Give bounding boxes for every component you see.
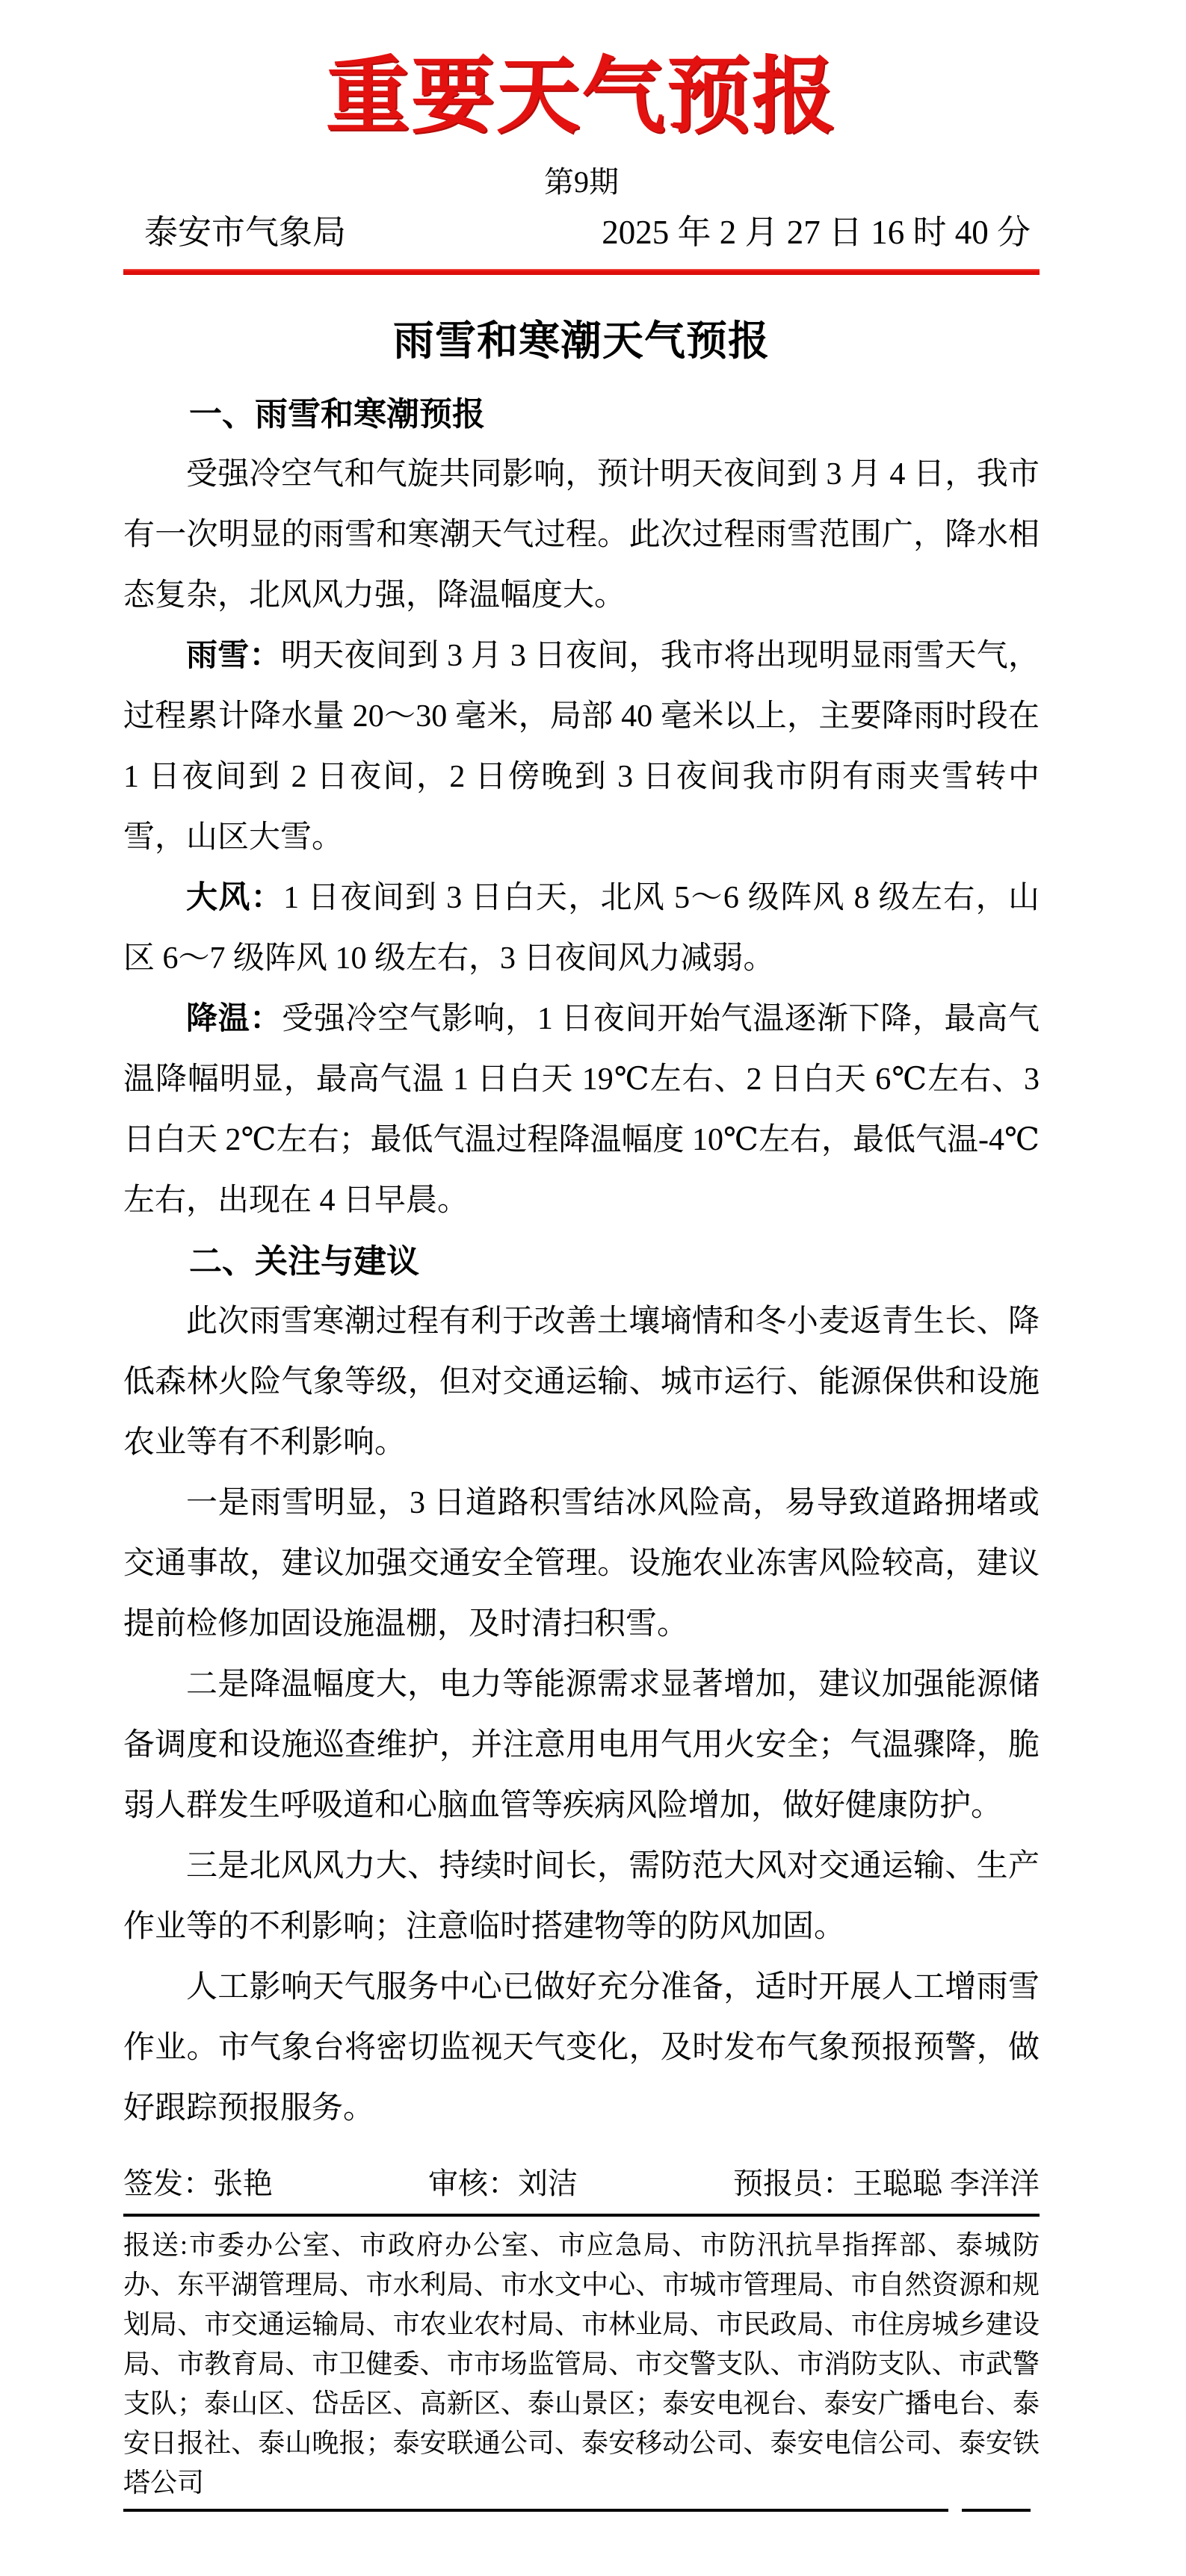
bulletin-main-title: 重要天气预报 <box>326 51 837 143</box>
bulletin-body <box>123 384 1040 2139</box>
red-divider-rule <box>123 269 1040 275</box>
distribution-list <box>123 2226 1040 2503</box>
paragraph <box>123 1836 1040 1957</box>
paragraph <box>123 1655 1040 1836</box>
distribution-label: 报送: <box>123 2229 188 2260</box>
issuer-signature: 签发：张艳 <box>123 2166 273 2200</box>
forecasters-signature: 预报员：王聪聪 李洋洋 <box>733 2166 1040 2200</box>
paragraph <box>123 445 1040 626</box>
paragraph <box>123 989 1040 1231</box>
paragraph-lead: 降温： <box>186 1001 282 1036</box>
paragraph <box>123 1473 1040 1655</box>
masthead-row <box>123 212 1040 253</box>
signature-row <box>123 2166 1040 2202</box>
paragraph-text: 1 日夜间到 3 日白天，北风 5～6 级阵风 8 级左右，山区 6～7 级阵风 10 级左右，3 日夜间风力减弱。 <box>123 880 1040 976</box>
paragraph-text: 受强冷空气和气旋共同影响，预计明天夜间到 3 月 4 日，我市有一次明显的雨雪和寒潮天气过程。此次过程雨雪范围广，降水相态复杂，北风风力强，降温幅度大。 <box>123 456 1040 613</box>
issue-number: 第9期 <box>544 164 619 199</box>
signature-divider-rule <box>123 2214 1040 2217</box>
distribution-text: 市委办公室、市政府办公室、市应急局、市防汛抗旱指挥部、泰城防办、东平湖管理局、市水利局、市水文中心、市城市管理局、市自然资源和规划局、市交通运输局、市农业农村局、市林业局、市民政局、市住房城乡建设局、市教育局、市卫健委、市市场监管局、市交警支队、市消防支队、市武警支队；泰山区、岱岳区、高新区、泰山景区；泰安电视台、泰安广播电台、泰安日报社、泰山晚报；泰安联通公司、泰安移动公司、泰安电信公司、泰安铁塔公司 <box>123 2229 1040 2498</box>
footer-rule-long-segment <box>123 2509 948 2512</box>
footer-rule-short-segment <box>962 2509 1031 2512</box>
paragraph-text: 一是雨雪明显，3 日道路积雪结冰风险高，易导致道路拥堵或交通事故，建议加强交通安全管理。设施农业冻害风险较高，建议提前检修加固设施温棚，及时清扫积雪。 <box>123 1485 1040 1641</box>
paragraph <box>123 868 1040 989</box>
document-title: 雨雪和寒潮天气预报 <box>392 318 770 364</box>
paragraph-text: 三是北风风力大、持续时间长，需防范大风对交通运输、生产作业等的不利影响；注意临时搭建物等的防风加固。 <box>123 1848 1040 1944</box>
paragraph <box>123 626 1040 868</box>
paragraph-lead: 大风： <box>186 880 284 915</box>
paragraph-lead: 雨雪： <box>186 638 281 673</box>
section1-heading: 一、雨雪和寒潮预报 <box>189 395 485 433</box>
issue-datetime: 2025 年 2 月 27 日 16 时 40 分 <box>602 213 1031 251</box>
paragraph-text: 二是降温幅度大，电力等能源需求显著增加，建议加强能源储备调度和设施巡查维护，并注意用电用气用火安全；气温骤降，脆弱人群发生呼吸道和心脑血管等疾病风险增加，做好健康防护。 <box>123 1667 1040 1823</box>
paragraph-text: 此次雨雪寒潮过程有利于改善土壤墒情和冬小麦返青生长、降低森林火险气象等级，但对交通运输、城市运行、能源保供和设施农业等有不利影响。 <box>123 1304 1040 1460</box>
paragraph <box>123 1292 1040 1473</box>
content-area <box>0 43 1186 2512</box>
paragraph <box>123 1957 1040 2139</box>
paragraph-text: 明天夜间到 3 月 3 日夜间，我市将出现明显雨雪天气，过程累计降水量 20～30 毫米，局部 40 毫米以上，主要降雨时段在 1 日夜间到 2 日夜间，2 日傍晚到 3 日夜间我市阴有雨夹雪转中雪，山区大雪。 <box>123 638 1040 855</box>
section2-heading: 二、关注与建议 <box>189 1242 419 1280</box>
paragraph-text: 人工影响天气服务中心已做好充分准备，适时开展人工增雨雪作业。市气象台将密切监视天气变化，及时发布气象预报预警，做好跟踪预报服务。 <box>123 1969 1040 2125</box>
reviewer-signature: 审核：刘洁 <box>428 2166 578 2200</box>
footer-rule <box>123 2509 1040 2512</box>
paragraph-text: 受强冷空气影响，1 日夜间开始气温逐渐下降，最高气温降幅明显，最高气温 1 日白天 19℃左右、2 日白天 6℃左右、3 日白天 2℃左右；最低气温过程降温幅度 10℃左右，最低气温-4℃左右，出现在 4 日早晨。 <box>123 1001 1040 1218</box>
issuing-agency: 泰安市气象局 <box>144 213 347 251</box>
